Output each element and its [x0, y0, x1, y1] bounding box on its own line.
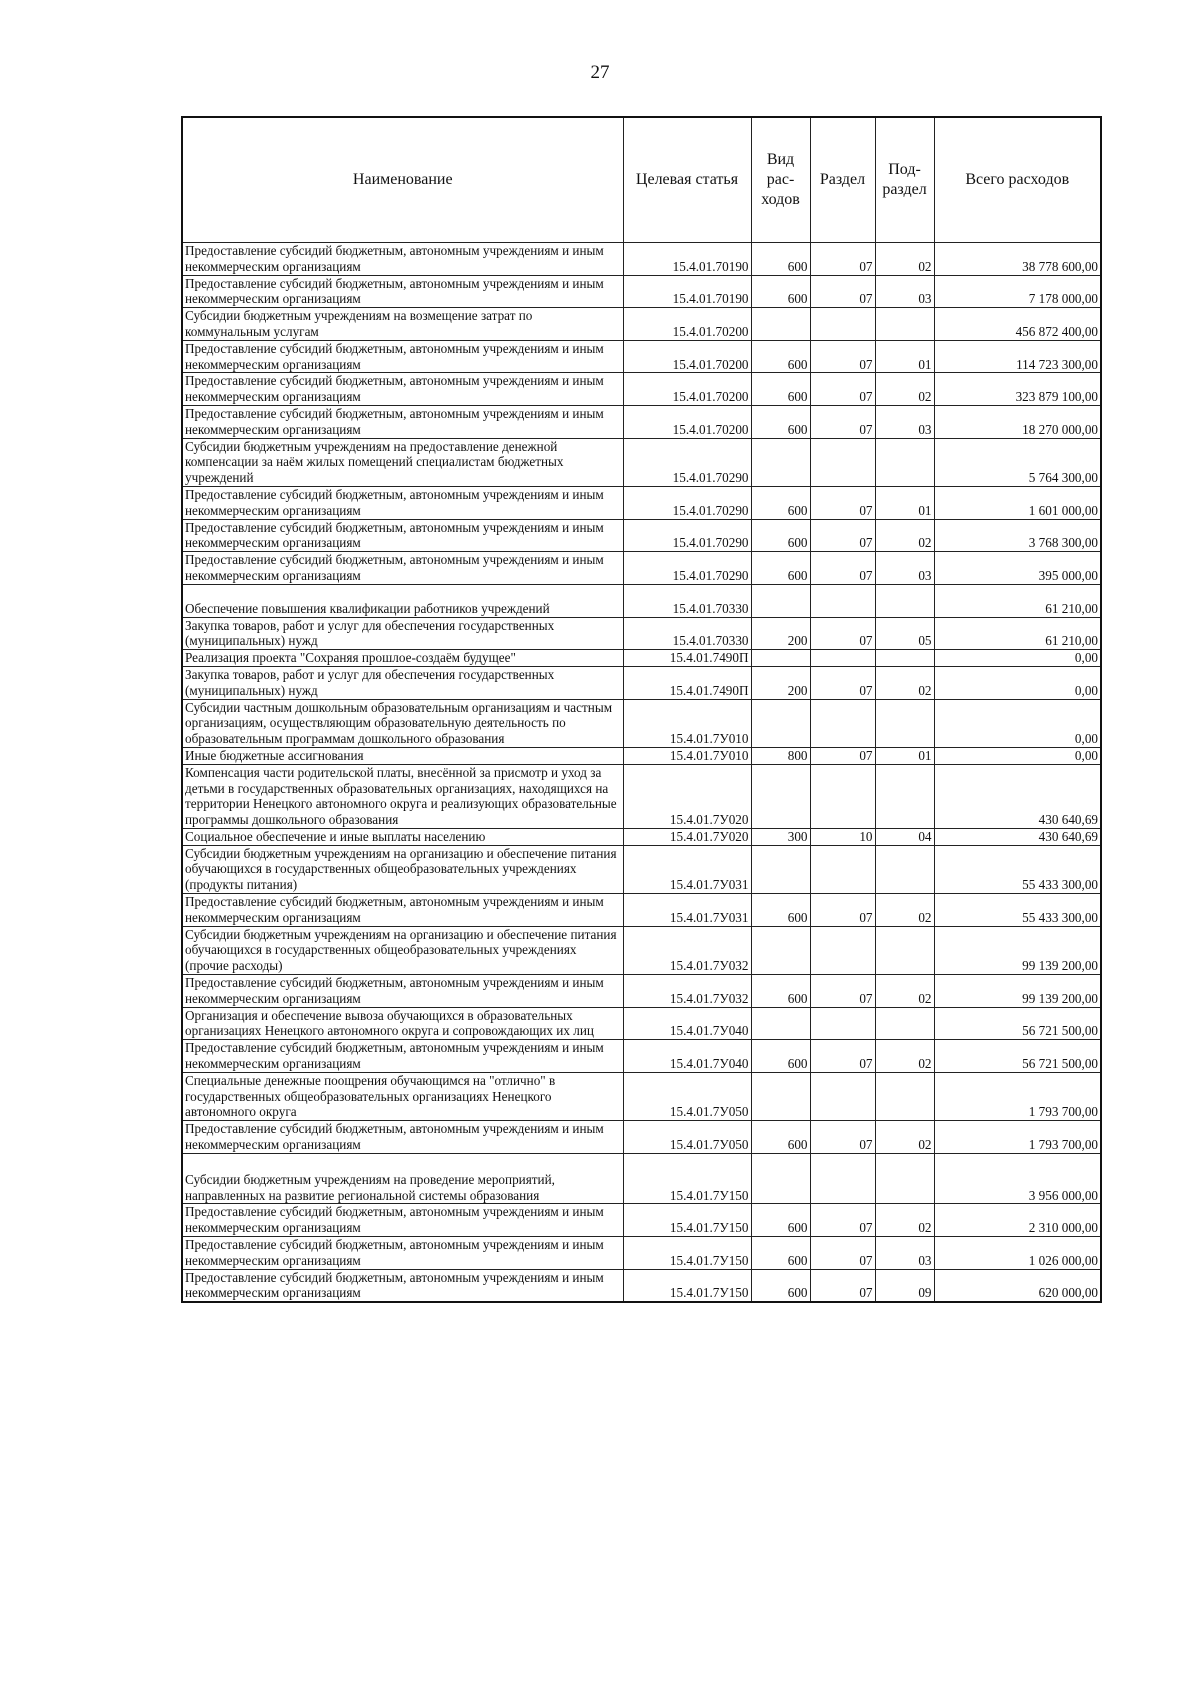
table-row [182, 845, 1101, 893]
cell-expense-type: 600 [751, 1269, 810, 1302]
cell-total: 61 210,00 [934, 584, 1101, 617]
cell-target: 15.4.01.7490П [623, 666, 751, 699]
cell-section: 07 [810, 1269, 875, 1302]
cell-name: Субсидии бюджетным учреждениям на проведение мероприятий, направленных на развитие региональной системы образования [182, 1153, 623, 1204]
cell-name: Предоставление субсидий бюджетным, автономным учреждениям и иным некоммерческим организациям [182, 1040, 623, 1073]
cell-expense-type: 600 [751, 275, 810, 308]
cell-target: 15.4.01.7У010 [623, 747, 751, 764]
cell-subsection: 05 [875, 617, 934, 650]
cell-subsection: 02 [875, 666, 934, 699]
table-row [182, 373, 1101, 406]
cell-target: 15.4.01.70330 [623, 617, 751, 650]
cell-total: 1 793 700,00 [934, 1121, 1101, 1154]
cell-subsection [875, 926, 934, 974]
table-row [182, 894, 1101, 927]
cell-section [810, 1007, 875, 1040]
cell-target: 15.4.01.70290 [623, 552, 751, 585]
cell-name: Предоставление субсидий бюджетным, автономным учреждениям и иным некоммерческим организациям [182, 373, 623, 406]
cell-total: 55 433 300,00 [934, 894, 1101, 927]
cell-name: Организация и обеспечение вывоза обучающихся в образовательных организациях Ненецкого автономного округа и сопровождающих их лиц [182, 1007, 623, 1040]
table-row [182, 438, 1101, 486]
cell-total: 55 433 300,00 [934, 845, 1101, 893]
cell-section [810, 584, 875, 617]
table-body [182, 243, 1101, 1303]
header-total: Всего расходов [934, 117, 1101, 243]
cell-total: 1 601 000,00 [934, 486, 1101, 519]
cell-subsection: 02 [875, 1040, 934, 1073]
cell-expense-type: 600 [751, 405, 810, 438]
cell-target: 15.4.01.7У010 [623, 699, 751, 747]
cell-name: Предоставление субсидий бюджетным, автономным учреждениям и иным некоммерческим организациям [182, 1121, 623, 1154]
cell-target: 15.4.01.70190 [623, 243, 751, 276]
cell-subsection: 01 [875, 747, 934, 764]
cell-subsection: 01 [875, 486, 934, 519]
cell-subsection [875, 1153, 934, 1204]
cell-subsection [875, 699, 934, 747]
cell-name: Предоставление субсидий бюджетным, автономным учреждениям и иным некоммерческим организациям [182, 340, 623, 373]
cell-subsection [875, 1007, 934, 1040]
cell-total: 5 764 300,00 [934, 438, 1101, 486]
cell-name: Субсидии бюджетным учреждениям на предоставление денежной компенсации за наём жилых помещений специалистам бюджетных учреждений [182, 438, 623, 486]
table-row [182, 764, 1101, 828]
cell-expense-type: 200 [751, 617, 810, 650]
cell-expense-type [751, 308, 810, 341]
cell-subsection: 01 [875, 340, 934, 373]
cell-total: 0,00 [934, 747, 1101, 764]
cell-expense-type: 200 [751, 666, 810, 699]
cell-expense-type [751, 926, 810, 974]
cell-target: 15.4.01.7У150 [623, 1237, 751, 1270]
cell-subsection [875, 845, 934, 893]
cell-name: Предоставление субсидий бюджетным, автономным учреждениям и иным некоммерческим организациям [182, 1269, 623, 1302]
cell-section [810, 650, 875, 667]
cell-total: 1 793 700,00 [934, 1072, 1101, 1120]
cell-subsection: 03 [875, 405, 934, 438]
cell-total: 114 723 300,00 [934, 340, 1101, 373]
table-row [182, 617, 1101, 650]
cell-target: 15.4.01.7У031 [623, 845, 751, 893]
cell-name: Закупка товаров, работ и услуг для обеспечения государственных (муниципальных) нужд [182, 666, 623, 699]
cell-name: Субсидии бюджетным учреждениям на организацию и обеспечение питания обучающихся в государственных общеобразовательных учреждениях (продукты питания) [182, 845, 623, 893]
table-row [182, 1121, 1101, 1154]
budget-table [181, 116, 1102, 1303]
cell-name: Компенсация части родительской платы, внесённой за присмотр и уход за детьми в государственных образовательных организациях, находящихся на территории Ненецкого автономного округа и реализующих образовательные программы дошкольного образования [182, 764, 623, 828]
cell-target: 15.4.01.7У040 [623, 1007, 751, 1040]
cell-name: Субсидии бюджетным учреждениям на организацию и обеспечение питания обучающихся в государственных общеобразовательных учреждениях (прочие расходы) [182, 926, 623, 974]
cell-section [810, 438, 875, 486]
cell-expense-type [751, 438, 810, 486]
cell-total: 56 721 500,00 [934, 1007, 1101, 1040]
cell-name: Предоставление субсидий бюджетным, автономным учреждениям и иным некоммерческим организациям [182, 552, 623, 585]
cell-target: 15.4.01.7У150 [623, 1269, 751, 1302]
cell-subsection: 03 [875, 1237, 934, 1270]
table-row [182, 405, 1101, 438]
cell-subsection: 09 [875, 1269, 934, 1302]
table-row [182, 552, 1101, 585]
cell-target: 15.4.01.7490П [623, 650, 751, 667]
cell-section: 07 [810, 617, 875, 650]
cell-total: 18 270 000,00 [934, 405, 1101, 438]
cell-expense-type: 600 [751, 1237, 810, 1270]
cell-expense-type [751, 764, 810, 828]
cell-section [810, 845, 875, 893]
header-subsection: Под- раздел [875, 117, 934, 243]
cell-total: 395 000,00 [934, 552, 1101, 585]
cell-subsection: 02 [875, 519, 934, 552]
cell-section: 07 [810, 1121, 875, 1154]
cell-section: 07 [810, 1204, 875, 1237]
cell-subsection: 02 [875, 1121, 934, 1154]
cell-total: 430 640,69 [934, 828, 1101, 845]
header-section: Раздел [810, 117, 875, 243]
cell-section: 07 [810, 666, 875, 699]
table-row [182, 1072, 1101, 1120]
cell-expense-type [751, 1153, 810, 1204]
cell-total: 3 956 000,00 [934, 1153, 1101, 1204]
cell-target: 15.4.01.7У032 [623, 926, 751, 974]
cell-target: 15.4.01.70290 [623, 519, 751, 552]
cell-subsection: 02 [875, 1204, 934, 1237]
cell-target: 15.4.01.70190 [623, 275, 751, 308]
table-row [182, 1269, 1101, 1302]
cell-total: 456 872 400,00 [934, 308, 1101, 341]
cell-subsection [875, 1072, 934, 1120]
cell-total: 430 640,69 [934, 764, 1101, 828]
header-target: Целевая статья [623, 117, 751, 243]
cell-name: Предоставление субсидий бюджетным, автономным учреждениям и иным некоммерческим организациям [182, 405, 623, 438]
cell-section: 07 [810, 519, 875, 552]
cell-total: 1 026 000,00 [934, 1237, 1101, 1270]
cell-expense-type [751, 1072, 810, 1120]
cell-name: Предоставление субсидий бюджетным, автономным учреждениям и иным некоммерческим организациям [182, 486, 623, 519]
cell-section: 07 [810, 340, 875, 373]
table-row [182, 1204, 1101, 1237]
cell-subsection: 03 [875, 552, 934, 585]
cell-total: 7 178 000,00 [934, 275, 1101, 308]
cell-name: Реализация проекта "Сохраняя прошлое-создаём будущее" [182, 650, 623, 667]
cell-total: 61 210,00 [934, 617, 1101, 650]
cell-subsection: 03 [875, 275, 934, 308]
cell-section: 07 [810, 373, 875, 406]
cell-name: Предоставление субсидий бюджетным, автономным учреждениям и иным некоммерческим организациям [182, 894, 623, 927]
cell-section [810, 308, 875, 341]
cell-name: Субсидии бюджетным учреждениям на возмещение затрат по коммунальным услугам [182, 308, 623, 341]
cell-target: 15.4.01.7У040 [623, 1040, 751, 1073]
cell-section [810, 1072, 875, 1120]
table-row [182, 975, 1101, 1008]
cell-target: 15.4.01.7У031 [623, 894, 751, 927]
cell-target: 15.4.01.70200 [623, 340, 751, 373]
cell-subsection [875, 438, 934, 486]
table-row [182, 926, 1101, 974]
table-row [182, 308, 1101, 341]
cell-name: Закупка товаров, работ и услуг для обеспечения государственных (муниципальных) нужд [182, 617, 623, 650]
table-row [182, 486, 1101, 519]
cell-name: Субсидии частным дошкольным образовательным организациям и частным организациям, осуществляющим образовательную деятельность по образовательным программам дошкольного образования [182, 699, 623, 747]
cell-total: 0,00 [934, 666, 1101, 699]
cell-target: 15.4.01.7У150 [623, 1204, 751, 1237]
cell-total: 620 000,00 [934, 1269, 1101, 1302]
cell-total: 323 879 100,00 [934, 373, 1101, 406]
cell-target: 15.4.01.7У050 [623, 1072, 751, 1120]
cell-expense-type [751, 699, 810, 747]
cell-subsection [875, 764, 934, 828]
table-row [182, 747, 1101, 764]
cell-name: Предоставление субсидий бюджетным, автономным учреждениям и иным некоммерческим организациям [182, 1204, 623, 1237]
cell-expense-type [751, 845, 810, 893]
cell-expense-type: 300 [751, 828, 810, 845]
cell-subsection: 02 [875, 975, 934, 1008]
cell-total: 99 139 200,00 [934, 926, 1101, 974]
cell-expense-type: 600 [751, 894, 810, 927]
cell-section: 07 [810, 275, 875, 308]
cell-expense-type: 600 [751, 486, 810, 519]
cell-subsection: 02 [875, 373, 934, 406]
cell-section [810, 764, 875, 828]
cell-section: 07 [810, 1237, 875, 1270]
table-header-row [182, 117, 1101, 243]
table-row [182, 828, 1101, 845]
cell-name: Предоставление субсидий бюджетным, автономным учреждениям и иным некоммерческим организациям [182, 1237, 623, 1270]
cell-subsection [875, 584, 934, 617]
cell-target: 15.4.01.7У020 [623, 828, 751, 845]
table-row [182, 519, 1101, 552]
table-row [182, 275, 1101, 308]
cell-target: 15.4.01.70200 [623, 405, 751, 438]
cell-expense-type [751, 584, 810, 617]
cell-target: 15.4.01.70330 [623, 584, 751, 617]
cell-target: 15.4.01.7У020 [623, 764, 751, 828]
page-number: 27 [590, 62, 610, 83]
table-row [182, 243, 1101, 276]
cell-total: 2 310 000,00 [934, 1204, 1101, 1237]
table-row [182, 650, 1101, 667]
cell-target: 15.4.01.7У032 [623, 975, 751, 1008]
cell-target: 15.4.01.7У050 [623, 1121, 751, 1154]
cell-expense-type: 600 [751, 1121, 810, 1154]
cell-expense-type [751, 1007, 810, 1040]
cell-section: 10 [810, 828, 875, 845]
cell-expense-type [751, 650, 810, 667]
table-row [182, 584, 1101, 617]
cell-section: 07 [810, 1040, 875, 1073]
cell-section: 07 [810, 975, 875, 1008]
cell-total: 99 139 200,00 [934, 975, 1101, 1008]
cell-subsection: 02 [875, 894, 934, 927]
cell-expense-type: 600 [751, 340, 810, 373]
cell-section [810, 1153, 875, 1204]
cell-section: 07 [810, 552, 875, 585]
table-row [182, 1153, 1101, 1204]
cell-name: Предоставление субсидий бюджетным, автономным учреждениям и иным некоммерческим организациям [182, 975, 623, 1008]
cell-subsection: 02 [875, 243, 934, 276]
cell-expense-type: 600 [751, 243, 810, 276]
cell-total: 0,00 [934, 650, 1101, 667]
cell-expense-type: 600 [751, 975, 810, 1008]
cell-section: 07 [810, 243, 875, 276]
cell-name: Социальное обеспечение и иные выплаты населению [182, 828, 623, 845]
cell-target: 15.4.01.70200 [623, 308, 751, 341]
table-row [182, 1040, 1101, 1073]
cell-target: 15.4.01.70200 [623, 373, 751, 406]
table-row [182, 1237, 1101, 1270]
cell-name: Предоставление субсидий бюджетным, автономным учреждениям и иным некоммерческим организациям [182, 243, 623, 276]
cell-expense-type: 600 [751, 552, 810, 585]
cell-name: Предоставление субсидий бюджетным, автономным учреждениям и иным некоммерческим организациям [182, 275, 623, 308]
cell-expense-type: 600 [751, 1204, 810, 1237]
cell-section: 07 [810, 747, 875, 764]
header-name: Наименование [182, 117, 623, 243]
table-row [182, 699, 1101, 747]
cell-target: 15.4.01.7У150 [623, 1153, 751, 1204]
cell-name: Иные бюджетные ассигнования [182, 747, 623, 764]
cell-name: Обеспечение повышения квалификации работников учреждений [182, 584, 623, 617]
cell-section: 07 [810, 405, 875, 438]
header-expense-type: Вид рас- ходов [751, 117, 810, 243]
table-row [182, 340, 1101, 373]
cell-expense-type: 800 [751, 747, 810, 764]
cell-section: 07 [810, 894, 875, 927]
cell-subsection: 04 [875, 828, 934, 845]
cell-name: Предоставление субсидий бюджетным, автономным учреждениям и иным некоммерческим организациям [182, 519, 623, 552]
cell-total: 0,00 [934, 699, 1101, 747]
table-row [182, 666, 1101, 699]
cell-section [810, 699, 875, 747]
cell-expense-type: 600 [751, 1040, 810, 1073]
cell-expense-type: 600 [751, 373, 810, 406]
cell-name: Специальные денежные поощрения обучающимся на "отлично" в государственных общеобразовательных организациях Ненецкого автономного округа [182, 1072, 623, 1120]
cell-total: 56 721 500,00 [934, 1040, 1101, 1073]
cell-section [810, 926, 875, 974]
cell-subsection [875, 650, 934, 667]
cell-target: 15.4.01.70290 [623, 486, 751, 519]
cell-total: 38 778 600,00 [934, 243, 1101, 276]
cell-total: 3 768 300,00 [934, 519, 1101, 552]
cell-expense-type: 600 [751, 519, 810, 552]
table-row [182, 1007, 1101, 1040]
cell-subsection [875, 308, 934, 341]
cell-target: 15.4.01.70290 [623, 438, 751, 486]
cell-section: 07 [810, 486, 875, 519]
